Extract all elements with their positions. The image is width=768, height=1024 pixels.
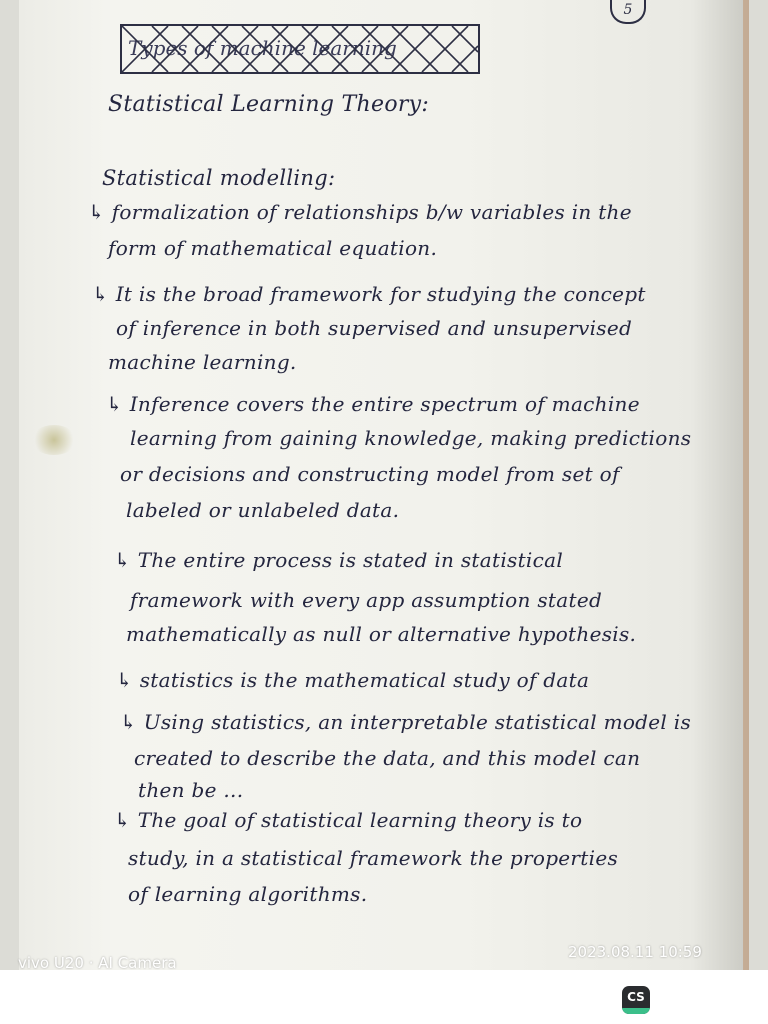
text-line: labeled or unlabeled data. bbox=[126, 498, 400, 522]
text-line: form of mathematical equation. bbox=[108, 236, 438, 260]
text-line: framework with every app assumption stated bbox=[130, 588, 603, 612]
text-line: created to describe the data, and this model can bbox=[134, 746, 641, 770]
camscanner-app-icon[interactable] bbox=[622, 986, 650, 1014]
app-badge-accent bbox=[622, 1008, 650, 1014]
section-subheading: Statistical modelling: bbox=[102, 166, 336, 190]
text-line: ↳ It is the broad framework for studying the concept bbox=[92, 282, 646, 306]
text-line: mathematically as null or alternative hypothesis. bbox=[126, 622, 637, 646]
scribble-cross-marks bbox=[122, 26, 478, 72]
crossed-heading-text: Types of machine learning bbox=[128, 36, 397, 60]
text-line: ↳ The entire process is stated in statistical bbox=[114, 548, 564, 572]
paper-stain bbox=[31, 425, 77, 455]
photo-timestamp: 2023.08.11 10:59 bbox=[568, 943, 702, 961]
page-number: 5 bbox=[610, 0, 646, 24]
text-line: ↳ formalization of relationships b/w variables in the bbox=[88, 200, 632, 224]
text-line: then be ... bbox=[138, 778, 244, 802]
page-title: Statistical Learning Theory: bbox=[108, 92, 430, 117]
text-line: machine learning. bbox=[108, 350, 297, 374]
text-line: or decisions and constructing model from set of bbox=[120, 462, 620, 486]
text-line: ↳ The goal of statistical learning theory is to bbox=[114, 808, 583, 832]
app-badge-label: CS bbox=[627, 990, 645, 1004]
text-line: of inference in both supervised and unsupervised bbox=[116, 316, 633, 340]
text-line: of learning algorithms. bbox=[128, 882, 368, 906]
text-line: study, in a statistical framework the properties bbox=[128, 846, 619, 870]
crossed-out-heading bbox=[120, 24, 480, 74]
camera-watermark: vivo U20 · AI Camera bbox=[18, 954, 177, 970]
text-line: learning from gaining knowledge, making predictions bbox=[130, 426, 692, 450]
text-line: ↳ statistics is the mathematical study of data bbox=[116, 668, 590, 692]
text-line: ↳ Using statistics, an interpretable statistical model is bbox=[120, 710, 692, 734]
text-line: ↳ Inference covers the entire spectrum of machine bbox=[106, 392, 640, 416]
